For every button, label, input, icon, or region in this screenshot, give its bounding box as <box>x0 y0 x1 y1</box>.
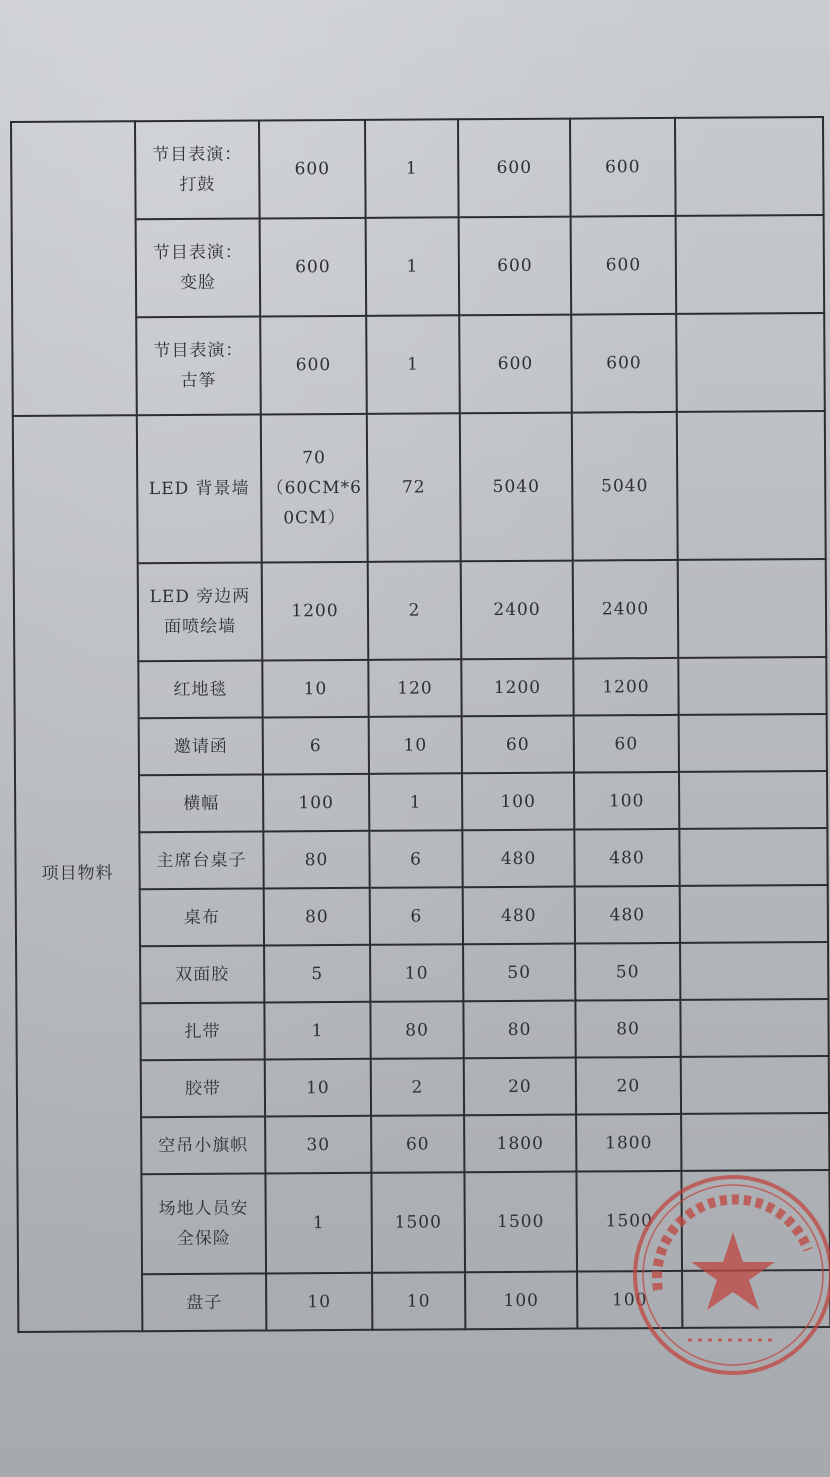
note-cell <box>680 885 828 943</box>
amount-cell: 80 <box>463 1001 575 1059</box>
unit-price-cell: 1 <box>264 1002 370 1060</box>
quantity-cell: 6 <box>370 887 463 945</box>
item-cell: 扎带 <box>140 1002 264 1060</box>
item-cell: LED 背景墙 <box>137 414 262 563</box>
item-cell: 空吊小旗帜 <box>141 1116 265 1174</box>
unit-price-cell: 10 <box>266 1273 372 1331</box>
unit-price-cell: 10 <box>262 660 368 718</box>
total-cell: 600 <box>570 118 676 217</box>
note-cell <box>679 828 827 886</box>
note-cell <box>675 117 824 216</box>
amount-cell: 600 <box>458 119 571 218</box>
quantity-cell: 1500 <box>371 1172 465 1273</box>
quantity-cell: 72 <box>367 413 461 562</box>
note-cell <box>682 1270 830 1328</box>
category-cell: 项目物料 <box>13 415 143 1332</box>
unit-price-cell: 80 <box>263 831 369 889</box>
amount-cell: 1800 <box>464 1115 576 1173</box>
total-cell: 1800 <box>576 1114 681 1172</box>
unit-price-cell: 70 （60CM*6 0CM） <box>261 414 368 563</box>
quantity-cell: 80 <box>370 1001 463 1059</box>
quantity-cell: 10 <box>369 716 462 774</box>
quantity-cell: 2 <box>371 1058 464 1116</box>
item-cell: 主席台桌子 <box>139 831 263 889</box>
item-cell: 节目表演： 变脸 <box>136 218 261 317</box>
quantity-cell: 1 <box>366 315 460 414</box>
total-cell: 600 <box>571 314 677 413</box>
note-cell <box>678 657 826 715</box>
note-cell <box>681 1170 830 1271</box>
category-cell <box>11 121 137 416</box>
quantity-cell: 120 <box>368 659 461 717</box>
item-cell: 节目表演： 古筝 <box>136 316 261 415</box>
amount-cell: 2400 <box>461 561 574 660</box>
amount-cell: 480 <box>462 830 574 888</box>
unit-price-cell: 100 <box>263 774 369 832</box>
total-cell: 600 <box>571 216 677 315</box>
total-cell: 2400 <box>573 560 679 659</box>
item-cell: LED 旁边两 面喷绘墙 <box>138 562 263 661</box>
unit-price-cell: 30 <box>265 1116 371 1174</box>
total-cell: 60 <box>574 715 679 773</box>
amount-cell: 1200 <box>461 659 573 717</box>
total-cell: 50 <box>575 943 680 1001</box>
amount-cell: 100 <box>465 1272 577 1330</box>
item-cell: 红地毯 <box>138 660 262 718</box>
unit-price-cell: 1 <box>265 1173 372 1274</box>
amount-cell: 600 <box>459 217 572 316</box>
table-row <box>13 411 826 564</box>
total-cell: 480 <box>574 829 679 887</box>
unit-price-cell: 600 <box>260 218 367 317</box>
item-cell: 双面胶 <box>140 945 264 1003</box>
quantity-cell: 1 <box>365 119 459 218</box>
unit-price-cell: 5 <box>264 945 370 1003</box>
table-row <box>11 117 824 220</box>
quantity-cell: 6 <box>369 830 462 888</box>
item-cell: 横幅 <box>139 774 263 832</box>
amount-cell: 60 <box>462 716 574 774</box>
note-cell <box>679 771 827 829</box>
item-cell: 场地人员安 全保险 <box>141 1173 266 1274</box>
quantity-cell: 10 <box>370 944 463 1002</box>
amount-cell: 20 <box>464 1058 576 1116</box>
quantity-cell: 2 <box>368 561 462 660</box>
quantity-cell: 10 <box>372 1272 465 1330</box>
total-cell: 20 <box>576 1057 681 1115</box>
item-cell: 桌布 <box>140 888 264 946</box>
note-cell <box>676 215 825 314</box>
note-cell <box>679 714 827 772</box>
unit-price-cell: 6 <box>263 717 369 775</box>
note-cell <box>680 999 828 1057</box>
unit-price-cell: 80 <box>264 888 370 946</box>
unit-price-cell: 1200 <box>262 562 369 661</box>
note-cell <box>677 411 826 560</box>
item-cell: 胶带 <box>141 1059 265 1117</box>
unit-price-cell: 600 <box>260 316 367 415</box>
total-cell: 80 <box>575 1000 680 1058</box>
amount-cell: 5040 <box>460 413 573 562</box>
total-cell: 5040 <box>572 412 678 561</box>
quantity-cell: 1 <box>369 773 462 831</box>
amount-cell: 50 <box>463 944 575 1002</box>
amount-cell: 480 <box>463 887 575 945</box>
quantity-cell: 60 <box>371 1115 464 1173</box>
note-cell <box>680 942 828 1000</box>
unit-price-cell: 600 <box>259 120 366 219</box>
amount-cell: 100 <box>462 773 574 831</box>
total-cell: 100 <box>574 772 679 830</box>
budget-table <box>10 116 830 1333</box>
quantity-cell: 1 <box>366 217 460 316</box>
amount-cell: 600 <box>459 315 572 414</box>
total-cell: 1500 <box>576 1171 682 1272</box>
item-cell: 盘子 <box>142 1273 266 1331</box>
note-cell <box>676 313 825 412</box>
total-cell: 100 <box>577 1271 682 1329</box>
item-cell: 节目表演： 打鼓 <box>135 120 260 219</box>
note-cell <box>681 1113 829 1171</box>
note-cell <box>681 1056 829 1114</box>
unit-price-cell: 10 <box>265 1059 371 1117</box>
total-cell: 1200 <box>573 658 678 716</box>
item-cell: 邀请函 <box>139 717 263 775</box>
total-cell: 480 <box>575 886 680 944</box>
amount-cell: 1500 <box>464 1172 577 1273</box>
note-cell <box>678 559 827 658</box>
